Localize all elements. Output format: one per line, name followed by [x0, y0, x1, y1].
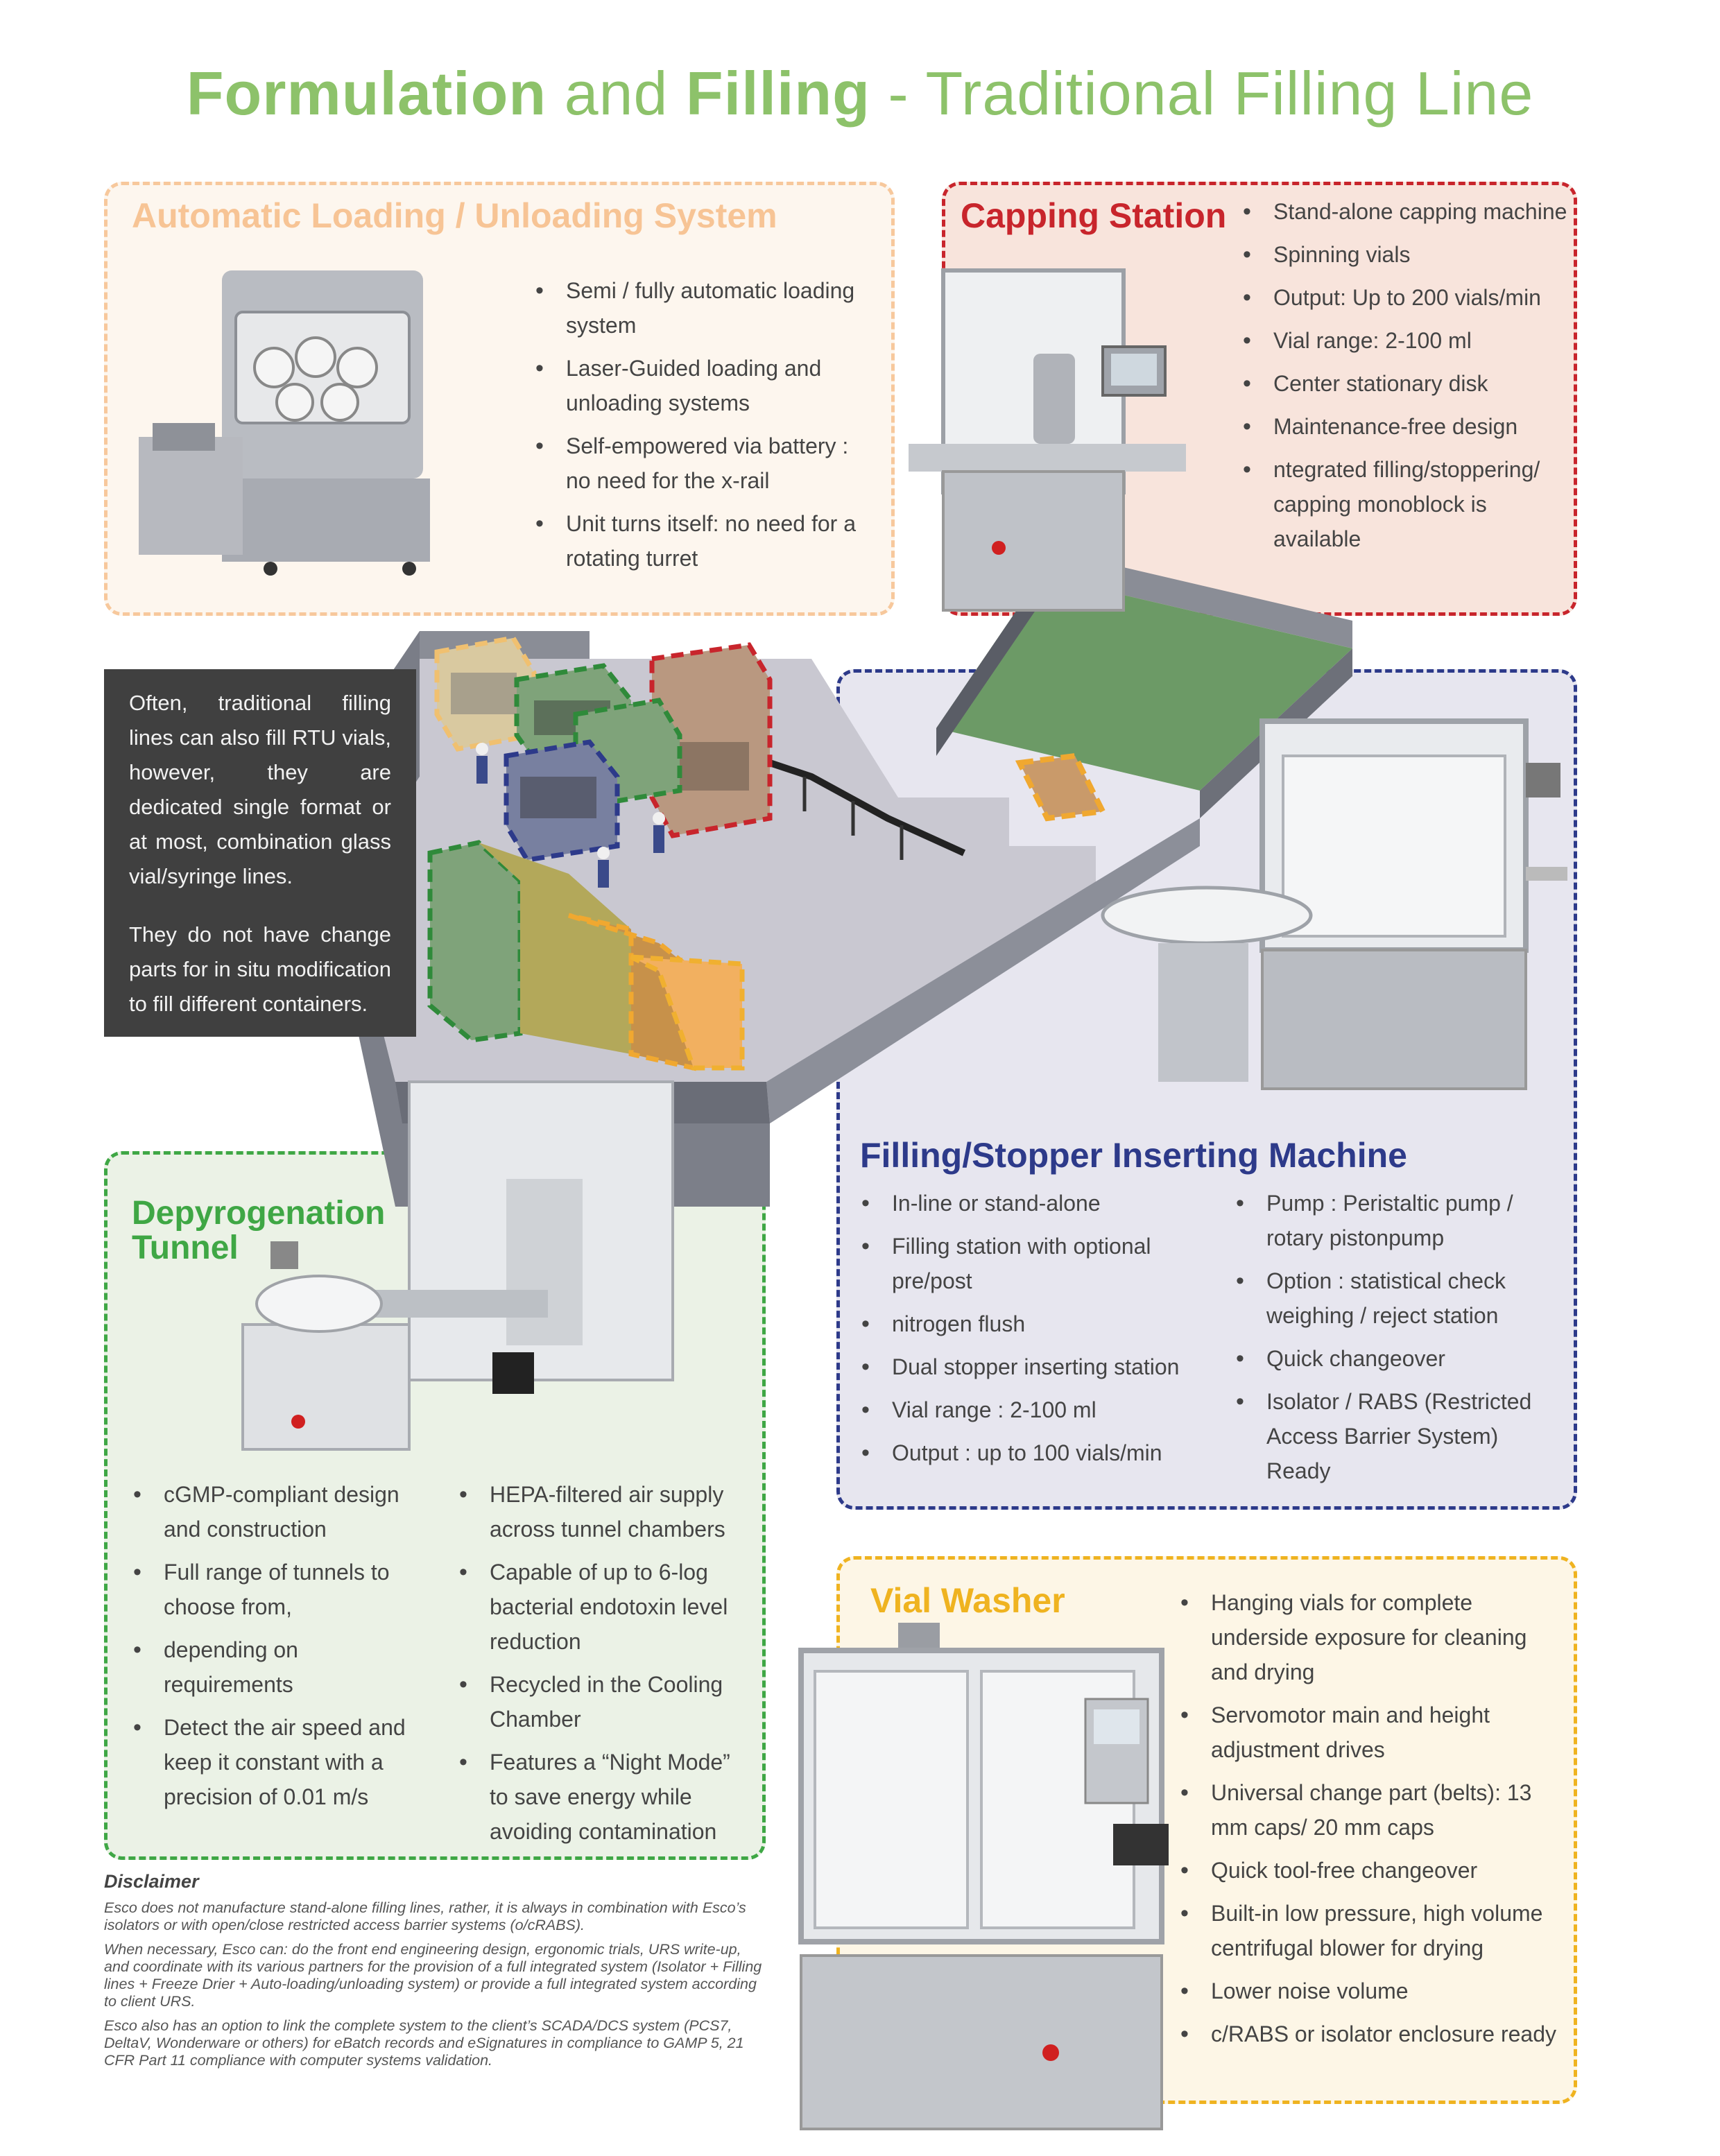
list-item: • Dual stopper inserting station [860, 1349, 1207, 1384]
list-item: • depending on requirements [132, 1632, 423, 1702]
capping-heading: Capping Station [961, 196, 1227, 235]
list-item: • Servomotor main and height adjustment drives [1179, 1698, 1567, 1767]
washer-heading: Vial Washer [870, 1581, 1065, 1620]
list-item: • nitrogen flush [860, 1306, 1207, 1341]
vial-washer-image [780, 1623, 1176, 2150]
depyro-bullets-col1 [132, 1477, 423, 1822]
list-item: • Quick changeover [1235, 1341, 1560, 1376]
depyro-heading-line1: Depyrogenation [132, 1195, 386, 1232]
title-filling: Filling [685, 59, 870, 128]
title-subtitle: - Traditional Filling Line [870, 59, 1534, 128]
list-item: • Output: Up to 200 vials/min [1241, 280, 1567, 315]
list-item: • Vial range: 2-100 ml [1241, 323, 1567, 358]
disclaimer-paragraph-3: Esco also has an option to link the complete system to the client’s SCADA/DCS system (PCS7, DeltaV, Wonderware or others) for eBatch records and eSignatures in compliance to GAMP 5, 21 CFR Part 11 compliance with computer systems validation. [104, 2017, 744, 2069]
capping-machine-image [902, 257, 1193, 631]
list-item: • Option : statistical check weighing / reject station [1235, 1264, 1560, 1333]
list-item: • c/RABS or isolator enclosure ready [1179, 2017, 1567, 2051]
depyrogenation-tunnel-image [229, 1075, 714, 1463]
disclaimer-heading: Disclaimer [104, 1871, 199, 1892]
list-item: • Capable of up to 6-log bacterial endotoxin level reduction [458, 1555, 749, 1659]
list-item: • Recycled in the Cooling Chamber [458, 1667, 749, 1736]
disclaimer-paragraph-2: When necessary, Esco can: do the front end engineering design, ergonomic trials, URS write-up, and coordinate with its various partners for the provision of a full integrated system (Isolator + Filling lines + Freeze Drier + Auto-loading/unloading system) or provide a full integrated system according to client URS. [104, 1941, 762, 2010]
list-item: • Output : up to 100 vials/min [860, 1435, 1207, 1470]
washer-bullets [1179, 1585, 1567, 2060]
depyro-heading [132, 1196, 385, 1266]
loading-machine-image [132, 264, 492, 583]
list-item: • Unit turns itself: no need for a rotating turret [534, 506, 867, 576]
traditional-line-note [104, 669, 416, 1037]
list-item: • cGMP-compliant design and construction [132, 1477, 423, 1546]
list-item: • HEPA-filtered air supply across tunnel chambers [458, 1477, 749, 1546]
isolator-blue [506, 742, 617, 860]
depyro-bullets-col2 [458, 1477, 749, 1857]
list-item: • Full range of tunnels to choose from, [132, 1555, 423, 1624]
list-item: • In-line or stand-alone [860, 1186, 1207, 1221]
list-item: • Pump : Peristaltic pump / rotary pistonpump [1235, 1186, 1560, 1255]
list-item: • Features a “Night Mode” to save energy while avoiding contamination [458, 1745, 749, 1849]
disclaimer-paragraph-1: Esco does not manufacture stand-alone filling lines, rather, it is always in combination with Esco’s isolators or with open/close restricted access barrier systems (o/cRABS). [104, 1899, 746, 1933]
note-paragraph-2: They do not have change parts for in situ modification to fill different containers. [129, 922, 391, 1016]
list-item: • Lower noise volume [1179, 1974, 1567, 2008]
depyro-heading-line2: Tunnel [132, 1230, 239, 1267]
list-item: • Quick tool-free changeover [1179, 1853, 1567, 1888]
isolator-depyro-green [430, 843, 520, 1040]
loading-bullets [534, 273, 867, 584]
page-title [0, 58, 1720, 129]
list-item: • Hanging vials for complete underside exposure for cleaning and drying [1179, 1585, 1567, 1689]
disclaimer [104, 1871, 770, 2076]
title-and: and [547, 59, 686, 128]
list-item: • Filling station with optional pre/post [860, 1229, 1207, 1298]
filling-machine-image [1089, 714, 1574, 1110]
list-item: • Semi / fully automatic loading system [534, 273, 867, 343]
filling-heading: Filling/Stopper Inserting Machine [860, 1136, 1407, 1175]
list-item: • Stand-alone capping machine [1241, 194, 1567, 229]
title-formulation: Formulation [186, 59, 547, 128]
note-paragraph-1: Often, traditional filling lines can also fill RTU vials, however, they are dedicated single format or at most, combination glass vial/syringe lines. [129, 691, 391, 888]
list-item: • Self-empowered via battery : no need for the x-rail [534, 429, 867, 498]
list-item: • Vial range : 2-100 ml [860, 1392, 1207, 1427]
list-item: • Center stationary disk [1241, 366, 1567, 401]
capping-bullets [1241, 194, 1567, 564]
list-item: • ntegrated filling/stoppering/ capping monoblock is available [1241, 452, 1567, 556]
list-item: • Detect the air speed and keep it constant with a precision of 0.01 m/s [132, 1710, 423, 1814]
list-item: • Built-in low pressure, high volume centrifugal blower for drying [1179, 1896, 1567, 1965]
list-item: • Isolator / RABS (Restricted Access Barrier System) Ready [1235, 1384, 1560, 1488]
list-item: • Spinning vials [1241, 237, 1567, 272]
list-item: • Universal change part (belts): 13 mm caps/ 20 mm caps [1179, 1775, 1567, 1845]
list-item: • Laser-Guided loading and unloading systems [534, 351, 867, 420]
loading-heading: Automatic Loading / Unloading System [132, 196, 777, 235]
list-item: • Maintenance-free design [1241, 409, 1567, 444]
filling-bullets-col2 [1235, 1186, 1560, 1497]
filling-bullets-col1 [860, 1186, 1207, 1478]
